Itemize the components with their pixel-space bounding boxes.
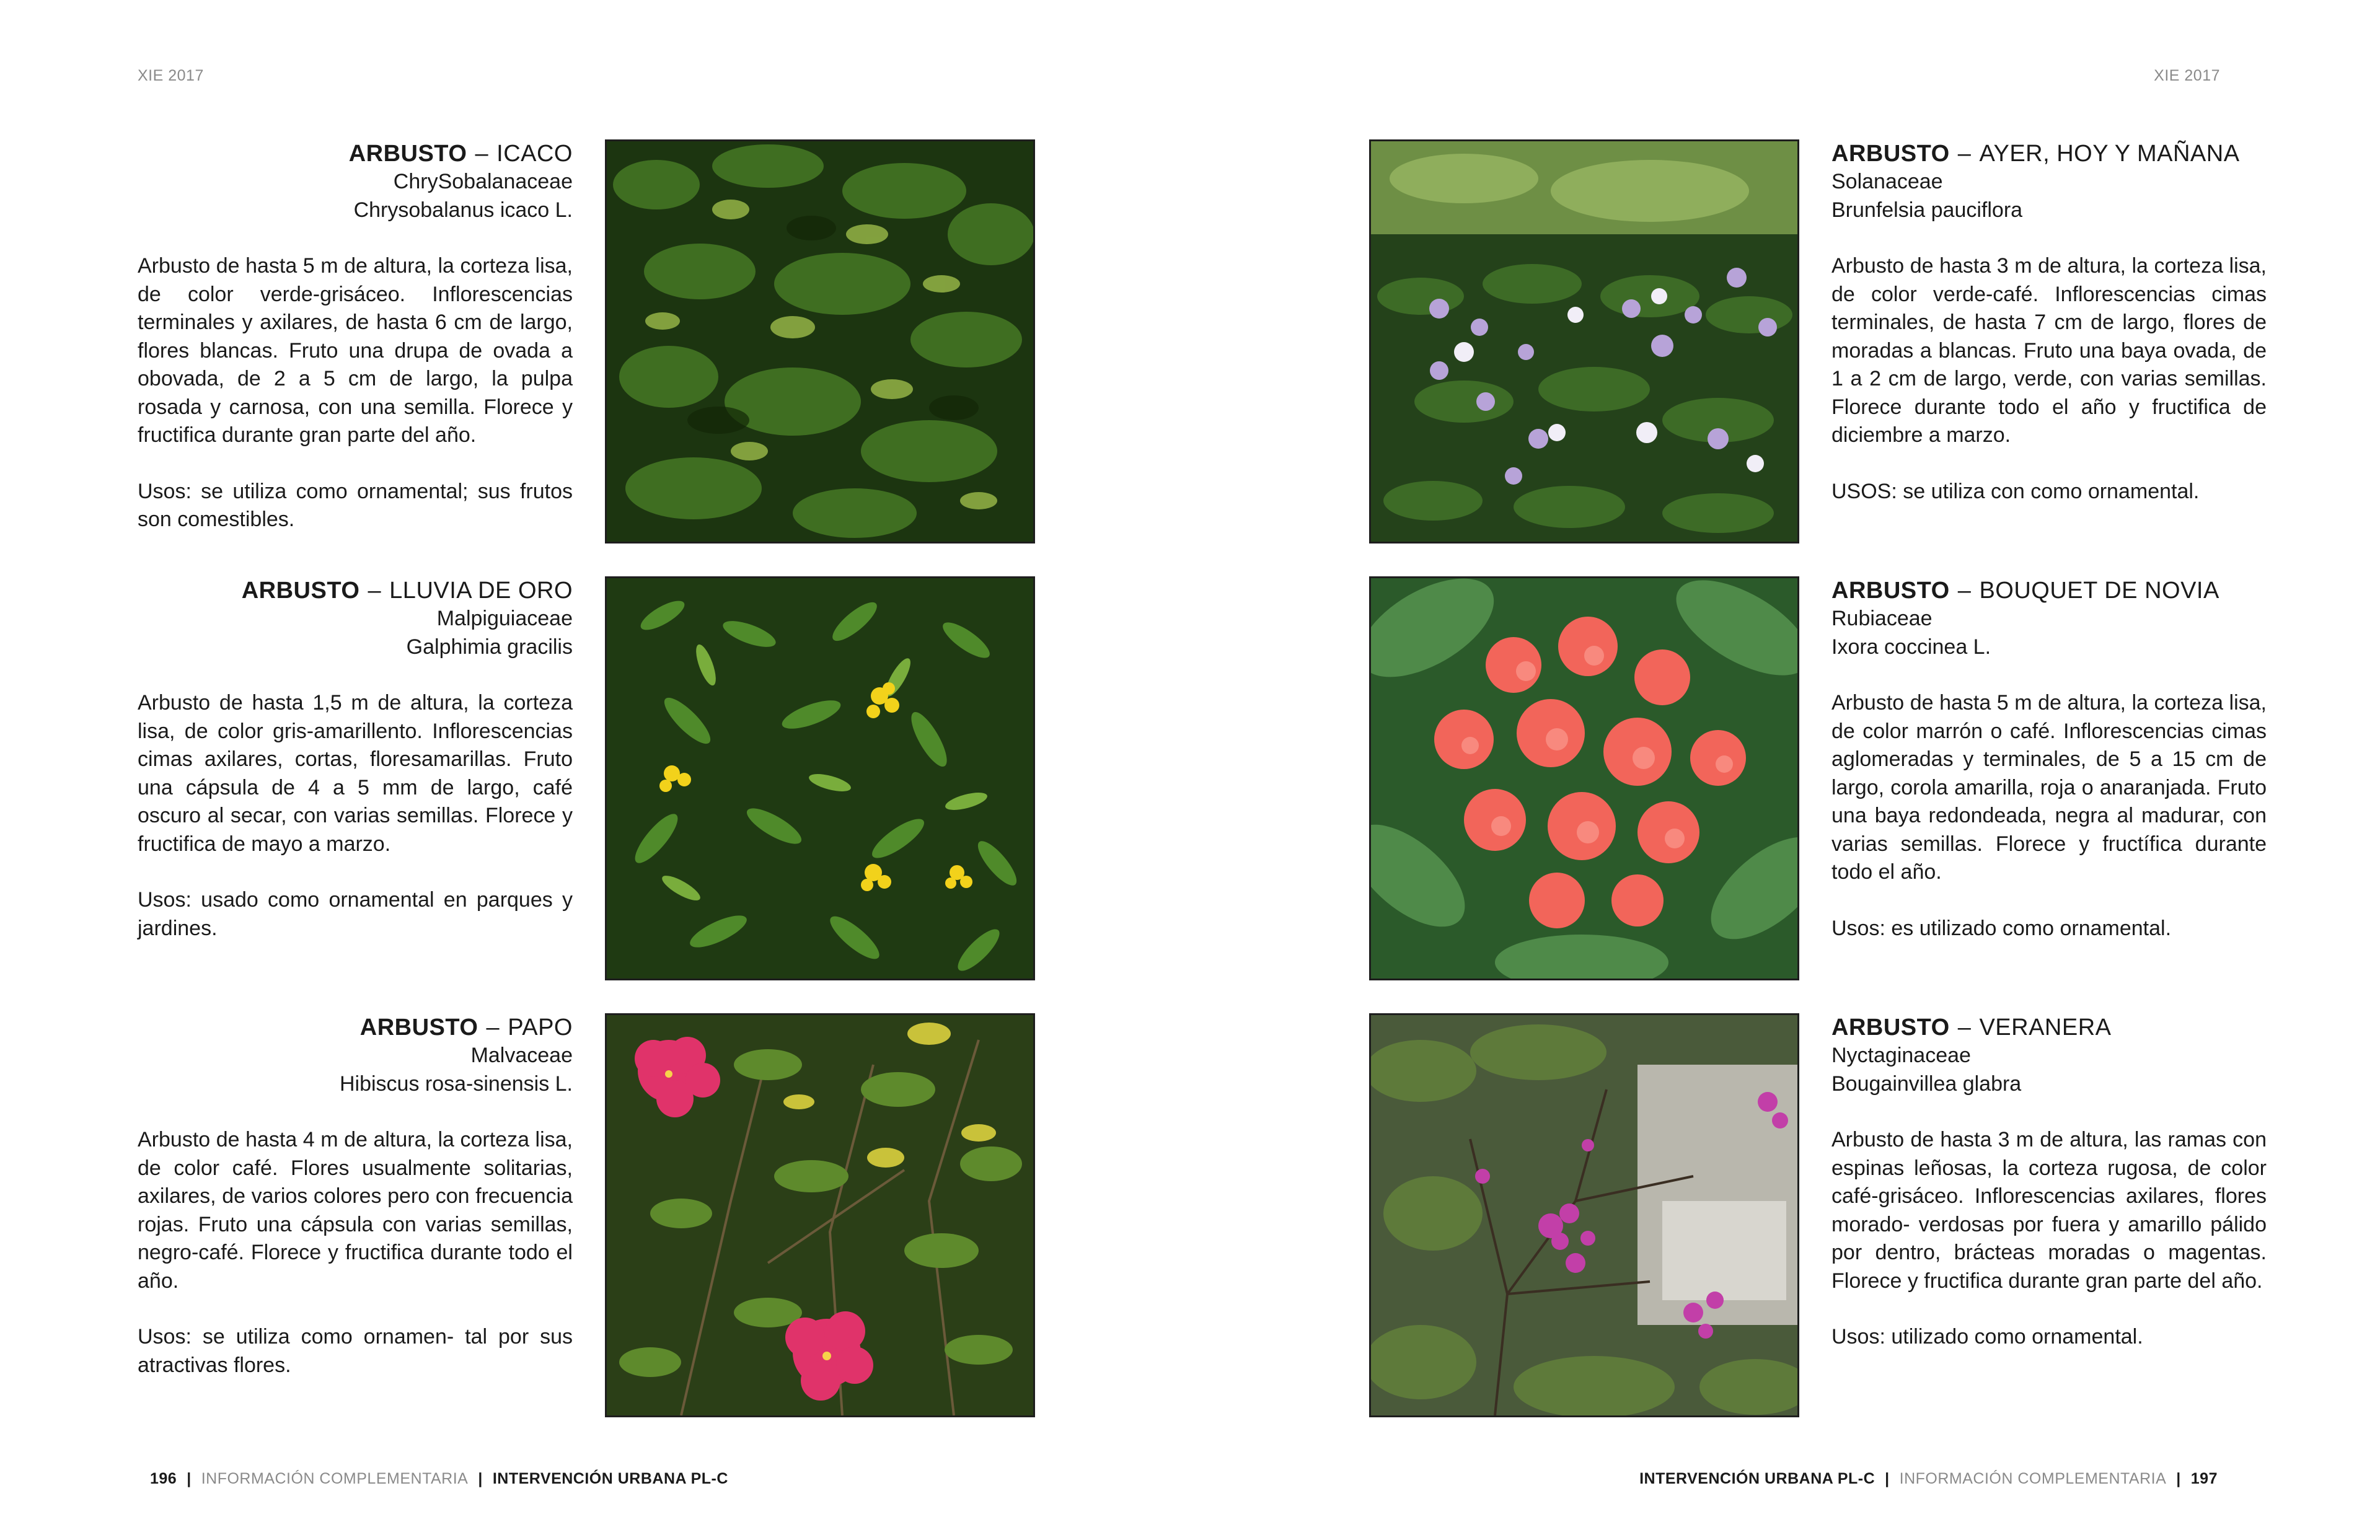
entry-text: [1831, 1013, 2267, 1352]
photo-veranera: [1369, 1013, 1799, 1417]
entry-title: ARBUSTO – LLUVIA DE ORO: [241, 578, 573, 604]
entry-uses: Usos: utilizado como ornamental.: [1831, 1325, 2143, 1349]
page-number: 197: [2190, 1470, 2218, 1487]
footer-right: INTERVENCIÓN URBANA PL-C | INFORMACIÓN COMPLEMENTARIA | 197: [1639, 1470, 2218, 1487]
entry-uses: Usos: se utiliza como ornamen- tal por sus atractivas flores.: [138, 1325, 573, 1377]
entry-text: [138, 576, 573, 943]
entry-description: Arbusto de hasta 3 m de altura, las ramas con espinas leñosas, la corteza rugosa, de color café-grisáceo. Inflorescencias axilares, flores morado- verdosas por fuera y amarillo pálido por dentro, brácteas moradas o magentas. Florece y fructifica durante gran parte del año.: [1831, 1128, 2267, 1293]
entry-title: ARBUSTO – ICACO: [348, 141, 573, 167]
entry-family: Nyctaginaceae: [1831, 1044, 1971, 1067]
entry-scientific-name: Brunfelsia pauciflora: [1831, 198, 2023, 222]
entry-text: [138, 1013, 573, 1379]
plant-entry-bouquet-de-novia: [1190, 576, 2380, 979]
right-page: [1190, 0, 2380, 1540]
entry-type: ARBUSTO: [348, 141, 467, 167]
entry-name: PAPO: [508, 1014, 573, 1041]
entry-name: ICACO: [496, 141, 573, 167]
entry-scientific-name: Bougainvillea glabra: [1831, 1071, 2022, 1096]
entry-description: Arbusto de hasta 5 m de altura, la corteza lisa, de color verde-grisáceo. Inflorescencias terminales y axilares, de hasta 6 cm de largo, flores blancas. Fruto una drupa de ovada a obovada, de 2 a 5 cm de largo, la pulpa rosada y carnosa, con una semilla. Florece y fructifica durante gran parte del año.: [138, 254, 573, 447]
entry-type: ARBUSTO: [241, 578, 360, 604]
entry-name: LLUVIA DE ORO: [389, 578, 573, 604]
entry-description: Arbusto de hasta 3 m de altura, la corteza lisa, de color verde-café. Inflorescencias cimas terminales, de hasta 7 cm de largo, flores de moradas a blancas. Fruto una baya ovada, de 1 a 2 cm de largo, verde, con varias semillas. Florece durante todo el año y fructifica de diciembre a marzo.: [1831, 254, 2267, 447]
running-header-left: XIE 2017: [138, 67, 204, 84]
plant-entry-lluvia-de-oro: [0, 576, 1190, 979]
entry-text: [1831, 576, 2267, 943]
section-name: INFORMACIÓN COMPLEMENTARIA: [201, 1470, 469, 1487]
entry-text: [138, 139, 573, 534]
entry-uses: Usos: usado como ornamental en parques y jardines.: [138, 888, 573, 940]
photo-papo: [605, 1013, 1035, 1417]
entry-name: VERANERA: [1979, 1014, 2112, 1041]
entry-scientific-name: Hibiscus rosa-sinensis L.: [339, 1071, 573, 1096]
entry-family: ChrySobalanaceae: [393, 170, 573, 193]
entry-description: Arbusto de hasta 4 m de altura, la corteza lisa, de color café. Flores usualmente solitarias, axilares, de varios colores pero con frecuencia rojas. Fruto una cápsula con varias semillas, negro-café. Florece y fructifica durante todo el año.: [138, 1128, 573, 1293]
entry-family: Malvaceae: [470, 1044, 573, 1067]
entry-description: Arbusto de hasta 5 m de altura, la corteza lisa, de color marrón o café. Inflorescencias cimas aglomeradas y terminales, de 5 a 15 cm de largo, corola amarilla, roja o anaranjada. Fruto una baya redondeada, negra al madurar, con varias semillas. Florece y fructífica durante todo el año.: [1831, 691, 2267, 884]
section-name: INFORMACIÓN COMPLEMENTARIA: [1899, 1470, 2167, 1487]
entry-type: ARBUSTO: [1831, 141, 1950, 167]
entry-title: ARBUSTO – PAPO: [359, 1014, 573, 1041]
entry-type: ARBUSTO: [1831, 1014, 1950, 1041]
entry-text: [1831, 139, 2267, 506]
footer-left: 196 | INFORMACIÓN COMPLEMENTARIA | INTERVENCIÓN URBANA PL-C: [150, 1470, 728, 1487]
project-name: INTERVENCIÓN URBANA PL-C: [1639, 1470, 1875, 1487]
entry-title: ARBUSTO – VERANERA: [1831, 1014, 2112, 1041]
entry-name: BOUQUET DE NOVIA: [1979, 578, 2219, 604]
page-number: 196: [150, 1470, 177, 1487]
entry-name: AYER, HOY Y MAÑANA: [1979, 141, 2240, 167]
entry-title: ARBUSTO – AYER, HOY Y MAÑANA: [1831, 141, 2240, 167]
entry-uses: Usos: es utilizado como ornamental.: [1831, 916, 2172, 940]
photo-bouquet-de-novia: [1369, 576, 1799, 980]
plant-entry-ayer-hoy-y-manana: [1190, 139, 2380, 542]
entry-family: Rubiaceae: [1831, 607, 1933, 630]
photo-lluvia-de-oro: [605, 576, 1035, 980]
entry-description: Arbusto de hasta 1,5 m de altura, la corteza lisa, de color gris-amarillento. Inflorescencias cimas axilares, cortas, floresamarillas. Fruto una cápsula de 4 a 5 mm de largo, café oscuro al secar, con varias semillas. Florece y fructifica de mayo a marzo.: [138, 691, 573, 856]
entry-uses: USOS: se utiliza con como ornamental.: [1831, 479, 2200, 503]
entry-scientific-name: Ixora coccinea L.: [1831, 635, 1991, 659]
project-name: INTERVENCIÓN URBANA PL-C: [492, 1470, 728, 1487]
plant-entry-veranera: [1190, 1013, 2380, 1416]
entry-title: ARBUSTO – BOUQUET DE NOVIA: [1831, 578, 2219, 604]
photo-icaco: [605, 139, 1035, 543]
running-header-right: XIE 2017: [2154, 67, 2220, 84]
entry-scientific-name: Chrysobalanus icaco L.: [353, 198, 573, 222]
entry-scientific-name: Galphimia gracilis: [406, 635, 573, 659]
entry-family: Malpiguiaceae: [436, 607, 573, 630]
entry-family: Solanaceae: [1831, 170, 1943, 193]
plant-entry-icaco: [0, 139, 1190, 542]
entry-uses: Usos: se utiliza como ornamental; sus frutos son comestibles.: [138, 479, 573, 531]
entry-type: ARBUSTO: [1831, 578, 1950, 604]
plant-entry-papo: [0, 1013, 1190, 1416]
entry-type: ARBUSTO: [359, 1014, 478, 1041]
photo-ayer-hoy-y-manana: [1369, 139, 1799, 543]
